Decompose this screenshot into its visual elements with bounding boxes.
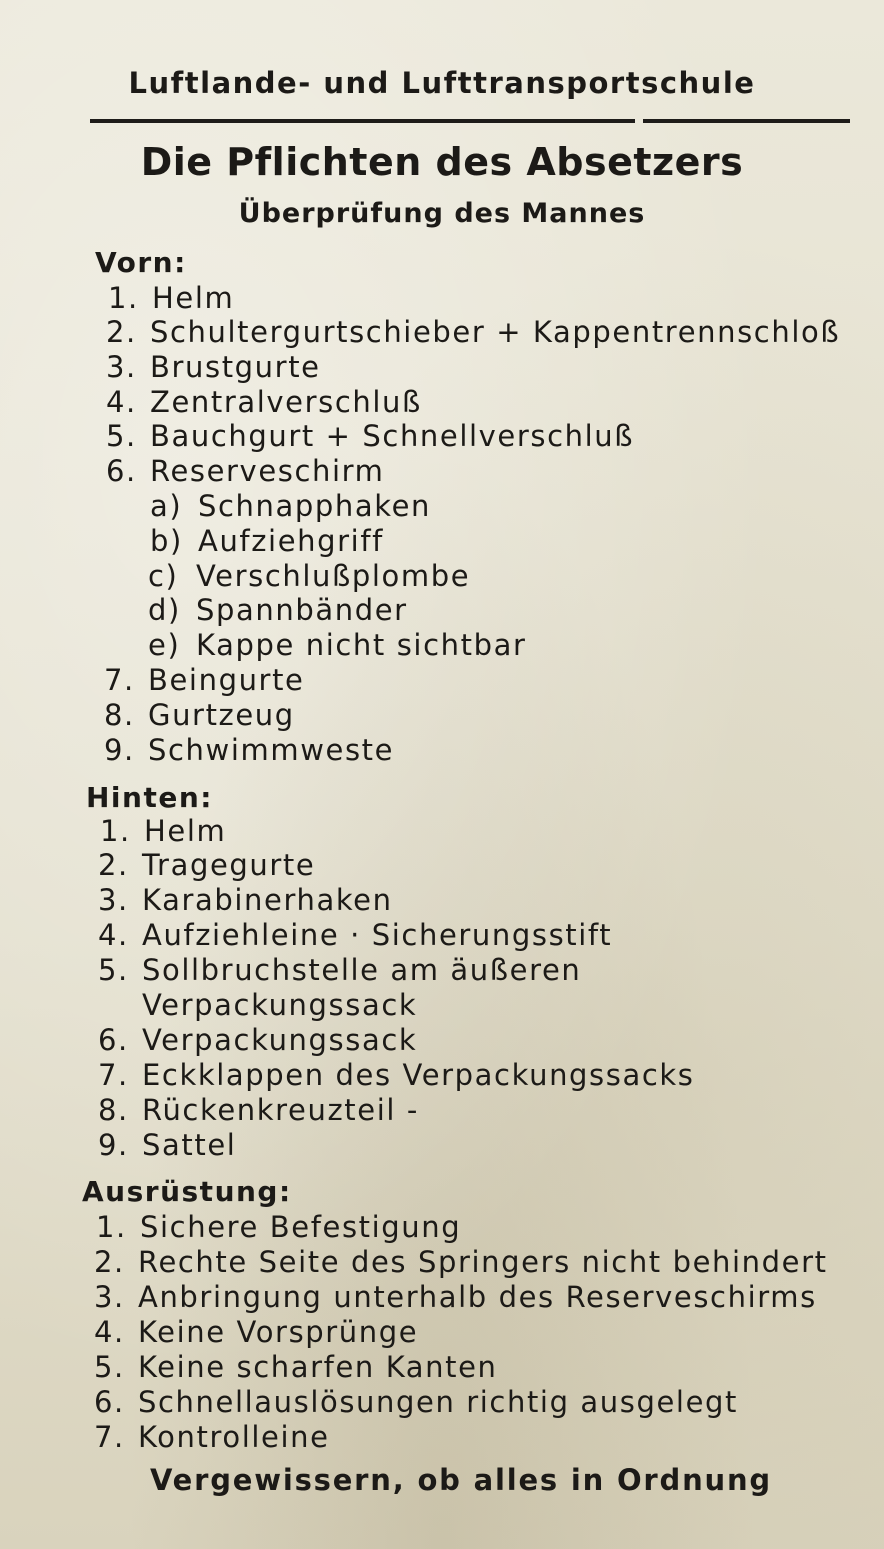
list-item: 5. Bauchgurt + Schnellverschluß: [106, 419, 635, 453]
list-item: 1. Sichere Befestigung: [96, 1210, 462, 1244]
list-item-continuation: Verpackungssack: [142, 988, 418, 1022]
list-item: 4. Aufziehleine · Sicherungsstift: [98, 918, 613, 952]
list-item: 2. Schultergurtschieber + Kappentrennschloß: [106, 315, 841, 349]
list-item: 6. Reserveschirm: [106, 454, 385, 488]
list-item: 2. Rechte Seite des Springers nicht behindert: [94, 1245, 828, 1279]
list-subitem: a) Schnapphaken: [150, 489, 432, 523]
list-subitem: e) Kappe nicht sichtbar: [148, 628, 527, 662]
list-item: 9. Schwimmweste: [104, 733, 395, 767]
list-item: 7. Kontrolleine: [94, 1420, 330, 1454]
list-item: 3. Anbringung unterhalb des Reserveschirms: [94, 1280, 817, 1314]
header-rule-right: [643, 119, 850, 123]
section-heading-hinten: Hinten:: [86, 781, 213, 814]
list-item: 5. Sollbruchstelle am äußeren: [98, 953, 582, 987]
list-item: 3. Brustgurte: [106, 350, 321, 384]
closing-instruction: Vergewissern, ob alles in Ordnung: [150, 1463, 772, 1497]
list-item: 5. Keine scharfen Kanten: [94, 1350, 498, 1384]
document-title: Die Pflichten des Absetzers: [140, 140, 744, 184]
document-subtitle: Überprüfung des Mannes: [238, 198, 646, 229]
school-name: Luftlande- und Lufttransportschule: [128, 66, 756, 100]
list-item: 7. Eckklappen des Verpackungssacks: [98, 1058, 695, 1092]
list-subitem: d) Spannbänder: [148, 593, 408, 627]
list-item: 3. Karabinerhaken: [98, 883, 393, 917]
list-item: 6. Schnellauslösungen richtig ausgelegt: [94, 1385, 738, 1419]
list-item: 8. Gurtzeug: [104, 698, 295, 732]
list-item: 1. Helm: [108, 281, 235, 315]
list-item: 2. Tragegurte: [98, 848, 316, 882]
list-item: 7. Beingurte: [104, 663, 305, 697]
section-heading-ausruestung: Ausrüstung:: [82, 1175, 292, 1208]
list-item: 9. Sattel: [98, 1128, 237, 1162]
header-rule-left: [90, 119, 635, 123]
list-subitem: b) Aufziehgriff: [150, 524, 384, 558]
list-item: 1. Helm: [100, 814, 227, 848]
list-item: 6. Verpackungssack: [98, 1023, 418, 1057]
section-heading-vorn: Vorn:: [95, 246, 187, 279]
list-item: 4. Keine Vorsprünge: [94, 1315, 419, 1349]
list-subitem: c) Verschlußplombe: [148, 559, 471, 593]
list-item: 4. Zentralverschluß: [106, 385, 422, 419]
list-item: 8. Rückenkreuzteil -: [98, 1093, 419, 1127]
